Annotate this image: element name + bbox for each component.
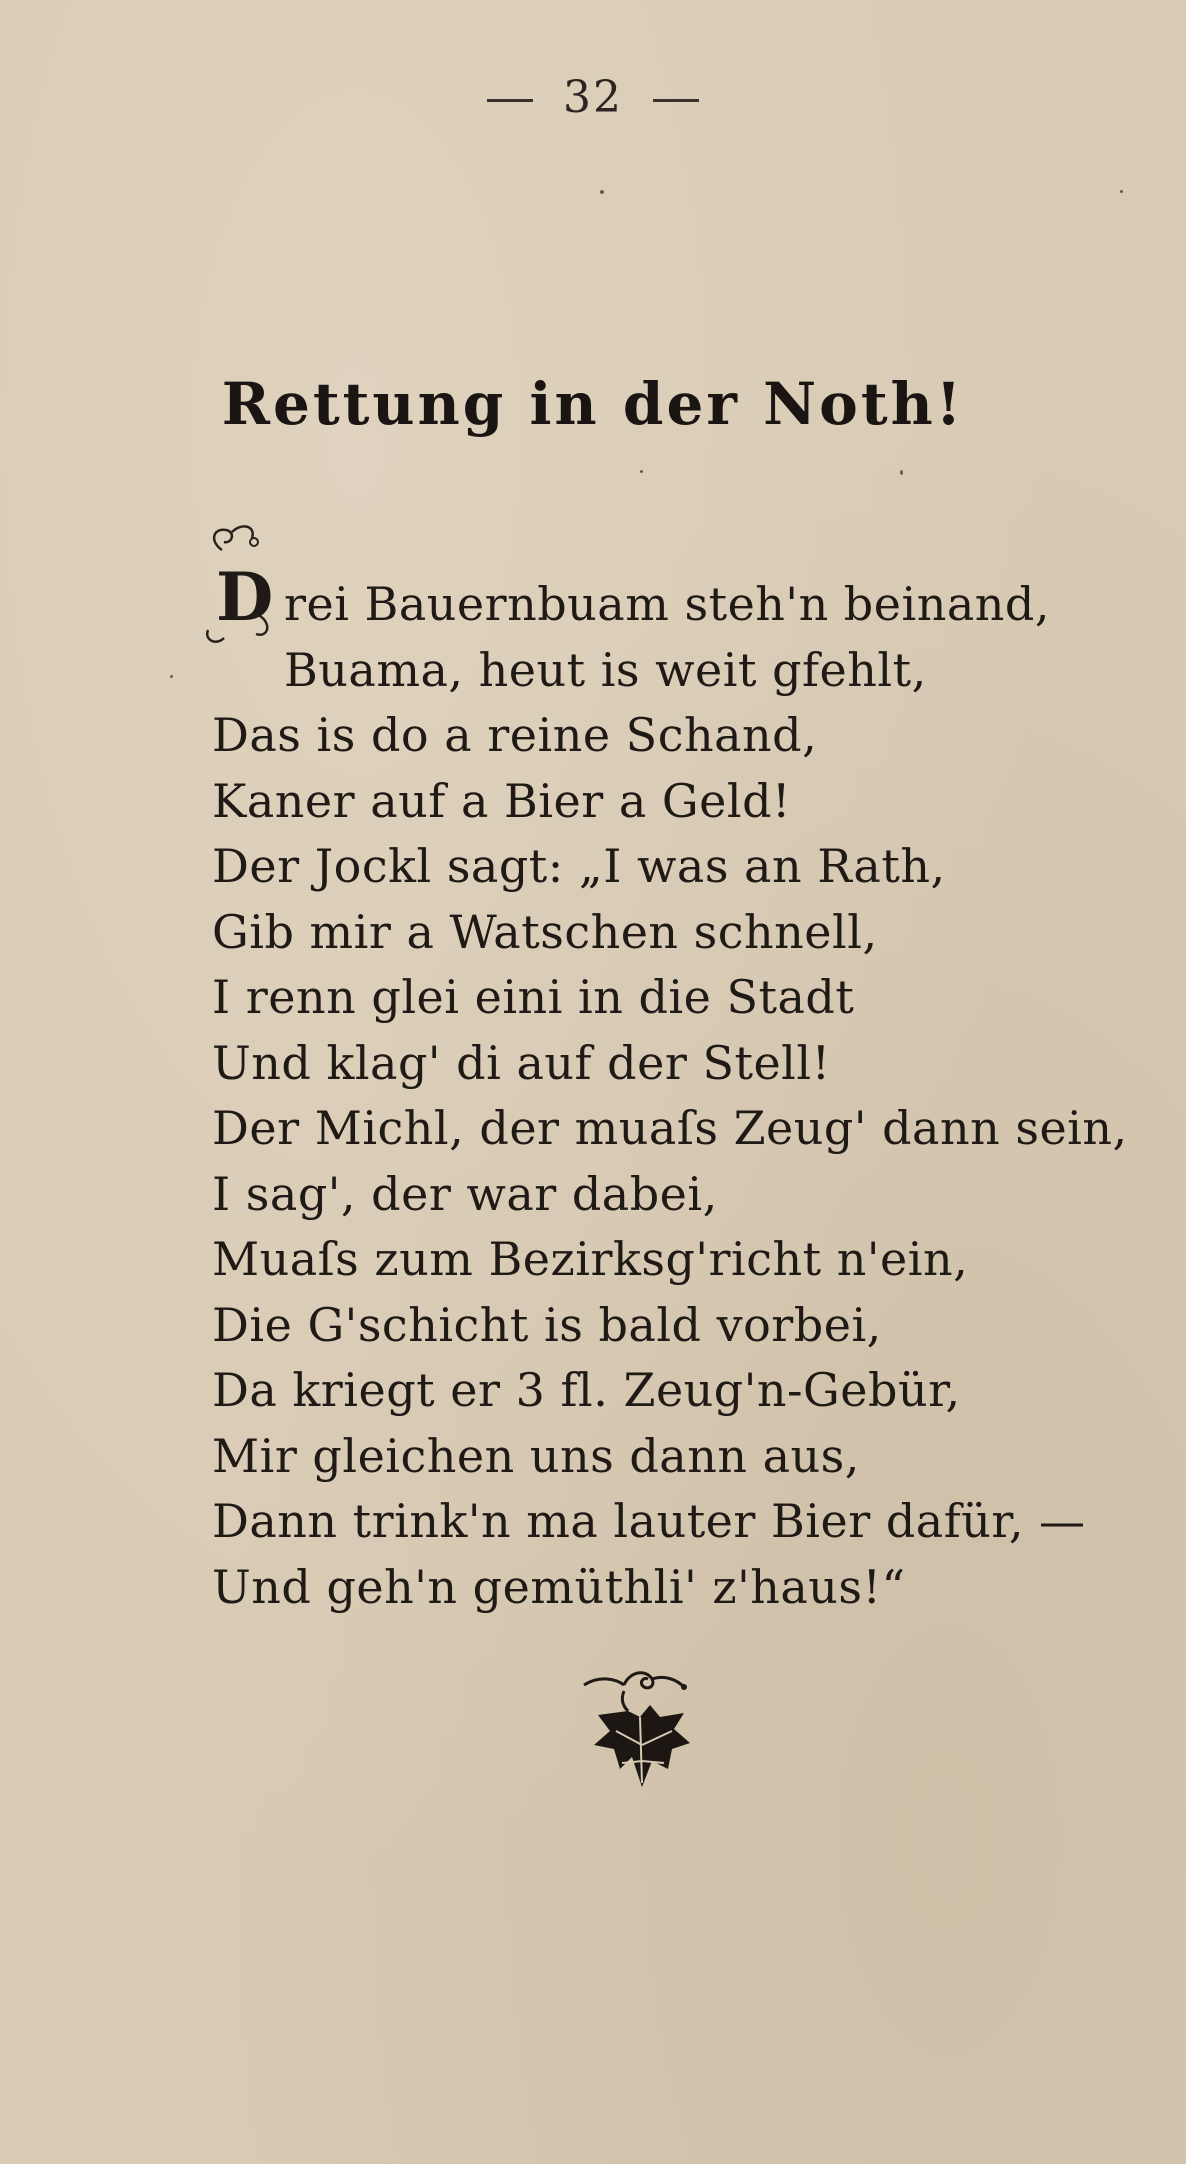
poem-line: Da kriegt er 3 fl. Zeug'n-Gebür,	[212, 1363, 961, 1417]
paper-speck	[170, 675, 173, 678]
poem-line: Der Jockl sagt: „I was an Rath,	[212, 839, 946, 893]
page-number-dash-left	[487, 99, 533, 102]
poem-line: Und klag' di auf der Stell!	[212, 1035, 831, 1090]
dropcap-letter: D	[216, 558, 274, 636]
paper-speck	[600, 190, 604, 194]
poem-line: Die G'schicht is bald vorbei,	[212, 1297, 882, 1352]
poem-line: Mir gleichen uns dann aus,	[212, 1428, 860, 1483]
page-number-header	[0, 72, 1186, 123]
poem-line: Muaſs zum Bezirksg'richt n'ein,	[212, 1232, 969, 1286]
poem-body	[212, 558, 1128, 1620]
poem-line: Dann trink'n ma lauter Bier dafür, —	[212, 1494, 1086, 1548]
poem-line: I renn glei eini in die Stadt	[212, 970, 855, 1024]
poem-line: rei Bauernbuam steh'n beinand,	[284, 577, 1050, 631]
paper-speck	[1120, 190, 1123, 193]
ivy-leaf-vignette-icon	[580, 1665, 700, 1795]
poem-line: Kaner auf a Bier a Geld!	[212, 773, 792, 828]
poem-title: Rettung in der Noth!	[221, 370, 965, 438]
page-number: 32	[563, 72, 623, 123]
poem-line: Der Michl, der muaſs Zeug' dann sein,	[212, 1101, 1128, 1155]
poem-line: I sag', der war dabei,	[212, 1166, 718, 1221]
paper-speck	[900, 470, 903, 475]
poem-line: Buama, heut is weit gfehlt,	[284, 642, 927, 697]
page-number-dash-right	[653, 99, 699, 102]
poem-line: Und geh'n gemüthli' z'haus!“	[212, 1559, 906, 1614]
decorative-dropcap-icon	[202, 520, 284, 670]
poem-line: Gib mir a Watschen schnell,	[212, 904, 878, 959]
paper-speck	[640, 470, 643, 473]
poem-line: Das is do a reine Schand,	[212, 708, 818, 762]
